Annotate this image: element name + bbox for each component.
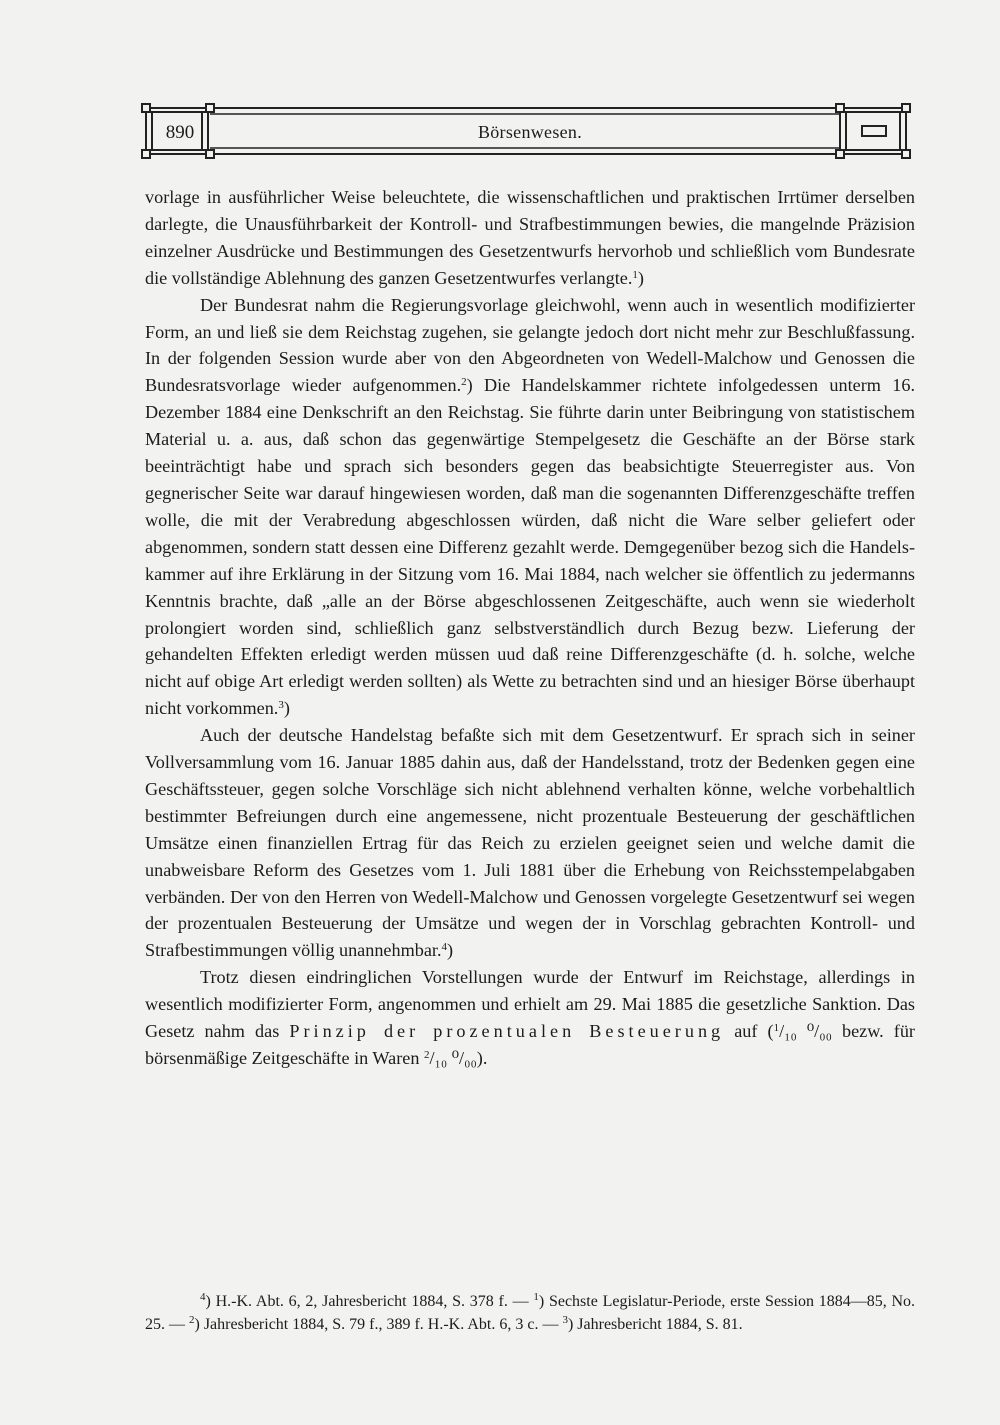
footnote-marker: 1: [533, 1291, 539, 1303]
text-run: ) Jahresbericht 1884, S. 79 f., 389 f. H.-K. Abt. 6, 3 c. —: [194, 1316, 563, 1333]
text-run: vorlage in ausführlicher Weise beleuchtete, die wissenschaftlichen und praktischen Irrtümer derselben darlegte, die Unausführbarkeit der Kontroll- und Strafbestimmungen bewies, die mangelnde Präzision einzelner Ausdrücke und Bestimmungen des Gesetzentwurfs hervorhob und schließlich vom Bundesrate die vollständige Ablehnung des ganzen Gesetzentwurfes verlangte.: [145, 187, 915, 288]
running-title: Börsenwesen.: [477, 122, 583, 142]
text-run: /₁₀ ⁰/₀₀).: [429, 1048, 488, 1068]
page-number: 890: [165, 122, 195, 143]
footnote-marker: 2: [189, 1314, 195, 1326]
paragraph: [145, 964, 915, 1072]
paragraph: [145, 184, 915, 292]
footnote-marker: 1: [773, 1022, 780, 1035]
text-run: /₁₀ ⁰/₀₀ bezw. für börsenmäßige Zeitgeschäfte in Waren: [145, 1021, 915, 1068]
footnote-marker: 3: [278, 699, 284, 712]
footnote-marker: 4: [200, 1291, 206, 1303]
text-run: ) Die Handelskammer richtete infolgedessen unterm 16. Dezember 1884 eine Denkschrift an den Reichstag. Sie führte darin unter Beibringung von statistischem Material u. a. aus, daß schon das gegenwärtige Stempelgesetz die Geschäfte an der Börse stark beeinträchtigt habe und sprach sich besonders gegen das beabsichtigte Steuerregister aus. Von gegnerischer Seite war darauf hingewiesen worden, daß man die sogenannten Differenzgeschäfte treffen wolle, die mit der Verabredung abgeschlossen würden, daß nicht die Ware selber geliefert oder abgenommen, sondern statt dessen eine Differenz gezahlt werde. Demgegenüber bezog sich die Handelskammer auf ihre Erklärung in der Sitzung vom 16. Mai 1884, nach welcher sie öffentlich zu jedermanns Kenntnis brachte, daß „alle an der Börse abgeschlossenen Zeitgeschäfte, auch wenn sie wiederholt prolongiert worden sind, schließlich ganz selbstverständlich durch Bezug bezw. Lieferung der gehandelten Effekten erledigt werden müssen uud daß reine Differenzgeschäfte (d. h. solche, welche nicht auf obige Art erledigt werden sollten) als Wette zu betrachten sind und an hiesiger Börse überhaupt nicht vorkommen.: [145, 375, 915, 719]
text-run: Trotz diesen eindringlichen Vorstellungen wurde der Entwurf im Reichstage, allerdings in wesentlich modifizierter Form, angenommen und erhielt am 29. Mai 1885 die gesetzliche Sanktion. Das Gesetz nahm das: [145, 967, 915, 1042]
body-text: [145, 184, 915, 1072]
text-run: ): [637, 267, 644, 288]
footnote-marker: 1: [632, 268, 638, 281]
text-run: ): [283, 698, 290, 719]
text-run: ): [447, 940, 454, 961]
text-run: Der Bundesrat nahm die Regierungsvorlage gleichwohl, wenn auch in wesentlich modifizierter Form, an und ließ sie dem Reichstag zugehen, sie gelangte jedoch dort nicht mehr zur Beschlußfassung. In der folgenden Session wurde aber von den Abgeordneten von Wedell-Malchow und Genossen die Bundesratsvorlage wieder aufgenommen.: [145, 294, 915, 396]
footnote-marker: 4: [441, 941, 448, 954]
text-run: Auch der deutsche Handelstag befaßte sich mit dem Gesetzentwurf. Er sprach sich in seiner Vollversammlung vom 16. Januar 1885 dahin aus, daß der Handelsstand, trotz der Bedenken gegen eine Geschäftssteuer, gegen solche Vorschläge sich nicht ablehnend verhalten könne, welche vorbehaltlich bestimmter Befreiungen durch eine angemessene, nicht prozentuale Besteuerung der geschäftlichen Umsätze einen finanziellen Ertrag für das Reich zu erzielen geeignet seien und welche damit die unabweisbare Reform des Gesetzes vom 1. Juli 1881 über die Erhebung von Reichsstempelabgaben verbänden. Der von den Herren von Wedell-Malchow und Genossen vorgelegte Gesetzentwurf sei wegen der prozentualen Besteuerung der Umsätze und wegen der in Vorschlag gebrachten Kontroll- und Strafbestimmungen völlig unannehmbar.: [145, 725, 915, 961]
paragraph: [145, 292, 915, 723]
footnote-marker: 2: [461, 376, 467, 389]
footnote: [145, 1290, 915, 1336]
text-run: ) Sechste Legislatur-Periode, erste Session 1884—85, No. 25. —: [145, 1293, 916, 1333]
footnotes: [145, 1290, 915, 1336]
paragraph: [145, 722, 915, 964]
spaced-emphasis: Prinzip der prozentualen Besteuerung: [289, 1021, 725, 1042]
footnote-marker: 3: [562, 1314, 568, 1326]
running-header: [140, 102, 912, 160]
text-run: ) H.-K. Abt. 6, 2, Jahresbericht 1884, S. 378 f. —: [205, 1293, 534, 1310]
footnote-marker: 2: [423, 1049, 430, 1061]
text-run: ) Jahresbericht 1884, S. 81.: [567, 1316, 743, 1333]
text-run: auf (: [724, 1021, 774, 1042]
